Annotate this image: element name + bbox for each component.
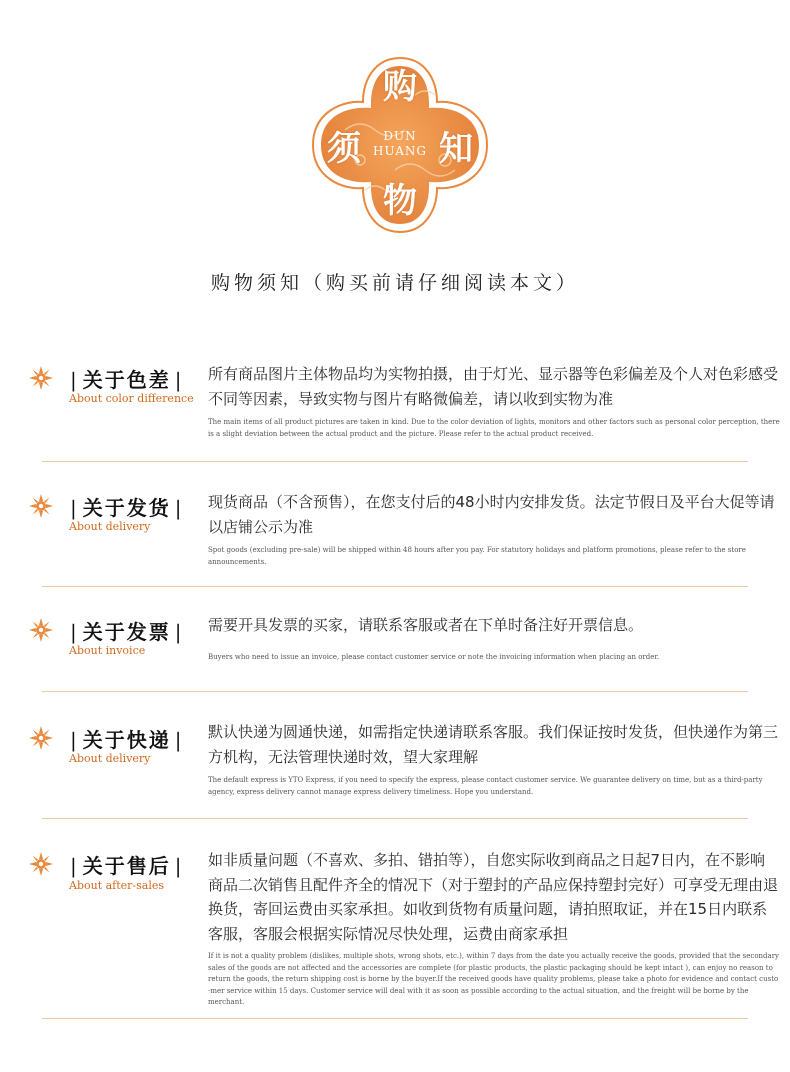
section-title: | 关于色差 | [70, 368, 184, 392]
section-body: 如非质量问题（不喜欢、多拍、错拍等），自您实际收到商品之日起7日内，在不影响商品二次销售且配件齐全的情况下（对于塑封的产品应保持塑封完好）可享受无理由退换货，寄回运费由买家承担。如收到货物有质量问题，请拍照取证，并在15日内联系客服，客服会根据实际情况尽快处理，运费由商家承担 [208, 851, 779, 943]
divider [42, 586, 748, 587]
section-subtitle: About invoice [69, 644, 146, 657]
page-title: 购物须知（购买前请仔细阅读本文） [210, 272, 579, 294]
section-english: If it is not a quality problem (dislikes, multiple shots, wrong shots, etc.), within 7 days from the date you actually receive the goods, provided that the secondary sales of the goods are not affected and the accessories are complete (for plastic products, the plastic packaging should be kept intact ), can enjoy no reason to return the goods, the return shipping cost is borne by the buyer.If the received goods have quality problems, please take a photo for evidence and contact custo -mer service within 15 days. Customer service will deal with it as soon as possible according to the actual situation, and the freight will be borne by the merchant. [208, 952, 780, 1006]
logo-latin-line1: DUN [383, 129, 417, 143]
logo-char-bottom: 物 [383, 181, 417, 221]
section-subtitle: About after-sales [69, 879, 165, 892]
sun-flower-icon [29, 366, 53, 390]
shop-logo [305, 50, 495, 240]
section-body: 需要开具发票的买家，请联系客服或者在下单时备注好开票信息。 [208, 616, 644, 634]
logo-latin-line2: HUANG [373, 144, 427, 158]
logo-char-left: 须 [327, 129, 361, 169]
divider [42, 1018, 748, 1019]
section-title: | 关于发货 | [70, 496, 184, 520]
section-body: 所有商品图片主体物品均为实物拍摄，由于灯光、显示器等色彩偏差及个人对色彩感受不同等因素，导致实物与图片有略微偏差，请以收到实物为准 [208, 365, 779, 408]
section-body: 默认快递为圆通快递，如需指定快递请联系客服。我们保证按时发货，但快递作为第三方机构，无法管理快递时效，望大家理解 [208, 723, 779, 766]
section-title: | 关于售后 | [70, 854, 184, 878]
sun-flower-icon [29, 726, 53, 750]
section-subtitle: About color difference [69, 392, 194, 405]
sun-flower-icon [29, 852, 53, 876]
divider [42, 818, 748, 819]
section-subtitle: About delivery [69, 752, 151, 765]
logo-char-top: 购 [383, 67, 417, 107]
section-title: | 关于发票 | [70, 620, 184, 644]
section-body: 现货商品（不含预售），在您支付后的48小时内安排发货。法定节假日及平台大促等请以店铺公示为准 [208, 493, 775, 536]
divider [42, 461, 748, 462]
divider [42, 691, 748, 692]
section-english: Spot goods (excluding pre-sale) will be shipped within 48 hours after you pay. For statutory holidays and platform promotions, please refer to the store announcements. [208, 546, 746, 566]
section-title: | 关于快递 | [70, 728, 184, 752]
section-english: The default express is YTO Express, if you need to specify the express, please contact customer service. We guarantee delivery on time, but as a third-party agency, express delivery cannot manage express delivery timeliness. Hope you understand. [208, 776, 763, 796]
sun-flower-icon [29, 494, 53, 518]
section-english: Buyers who need to issue an invoice, please contact customer service or note the invoicing information when placing an order. [208, 653, 660, 661]
section-subtitle: About delivery [69, 520, 151, 533]
logo-char-right: 知 [439, 129, 473, 169]
section-english: The main items of all product pictures are taken in kind. Due to the color deviation of lights, monitors and other factors such as personal color perception, there is a slight deviation between the actual product and the picture. Please refer to the actual product received. [208, 418, 780, 438]
sun-flower-icon [29, 618, 53, 642]
